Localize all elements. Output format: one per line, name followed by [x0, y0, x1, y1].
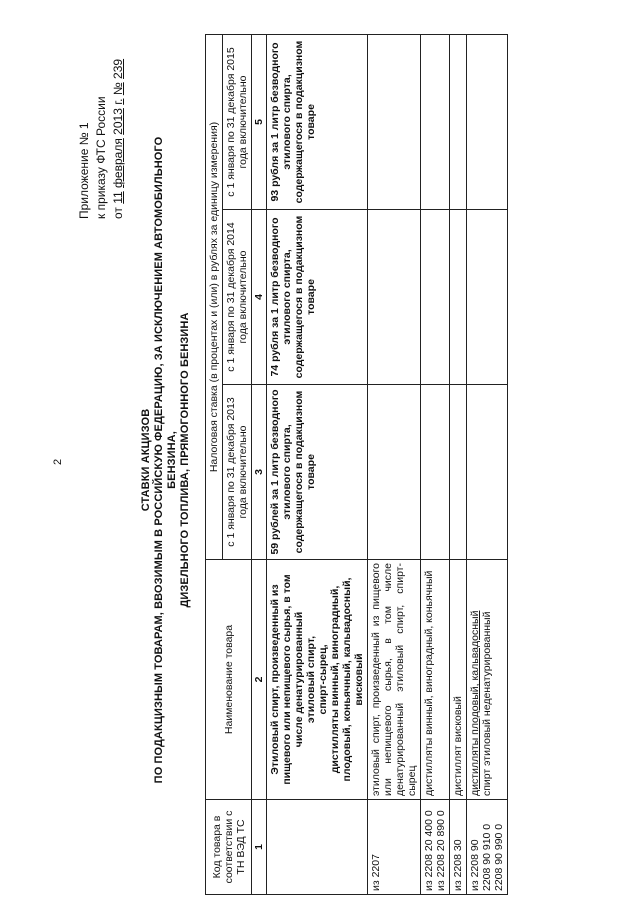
empty-cell: [368, 35, 421, 210]
page-number: 2: [52, 458, 64, 465]
row-code-line: 2208 90 910 0: [481, 823, 493, 891]
main-name-line-4: дистилляты винный, виноградный, плодовый, коньячный, кальвадосный, висковый: [329, 577, 365, 782]
main-name-cell: [267, 560, 368, 800]
row-name-line: дистилляты плодовый, кальвадосный: [469, 610, 481, 796]
col-number-3: 3: [252, 385, 267, 560]
row-name: этиловый спирт, произведенный из пищевого или непищевого сырья, в том числе денатурированный этиловый спирт, спирт-сырец: [368, 560, 421, 800]
empty-cell: [368, 210, 421, 385]
annex-date-line: [110, 19, 127, 219]
title-line-1: СТАВКИ АКЦИЗОВ: [140, 408, 152, 512]
annex-line-2: к приказу ФТС России: [94, 96, 108, 219]
col-number-4: 4: [252, 210, 267, 385]
annex-year: 2013: [111, 108, 125, 135]
row-code: [421, 800, 450, 895]
empty-cell: [421, 35, 450, 210]
table-row-main: [267, 35, 368, 895]
title-line-3: ДИЗЕЛЬНОГО ТОПЛИВА, ПРЯМОГОННОГО БЕНЗИНА: [179, 312, 191, 608]
row-name: дистиллят висковый: [450, 560, 467, 800]
annex-number-sign: №: [111, 82, 125, 96]
col-number-1: 1: [252, 800, 267, 895]
row-name: дистилляты винный, виноградный, коньячный: [421, 560, 450, 800]
annex-number: 239: [111, 58, 125, 79]
title-line-2: ПО ПОДАКЦИЗНЫМ ТОВАРАМ, ВВОЗИМЫМ В РОССИЙСКУЮ ФЕДЕРАЦИЮ, ЗА ИСКЛЮЧЕНИЕМ АВТОМОБИЛЬНОГО БЕНЗИНА,: [153, 136, 178, 784]
table-row: [450, 35, 467, 895]
annex-header: [76, 19, 127, 219]
row-code-line: из 2208 90: [469, 839, 481, 891]
document-title: [140, 135, 192, 785]
col-number-5: 5: [252, 35, 267, 210]
row-code-line: 2208 90 990 0: [493, 823, 505, 891]
annex-day: 11: [111, 191, 125, 204]
main-name-line-1: Этиловый спирт, произведенный из пищевого или непищевого сырья, в том числе денатурированный: [269, 574, 305, 785]
main-name-line-3: спирт-сырец,: [317, 644, 329, 715]
row-code: из 2208 30: [450, 800, 467, 895]
header-period-2015: с 1 января по 31 декабря 2015 года включительно: [223, 35, 252, 210]
row-code: [467, 800, 508, 895]
header-name: Наименование товара: [206, 560, 252, 800]
header-period-2014: с 1 января по 31 декабря 2014 года включительно: [223, 210, 252, 385]
header-period-2013: с 1 января по 31 декабря 2013 года включительно: [223, 385, 252, 560]
row-name-line: спирт этиловый неденатурированный: [481, 611, 493, 796]
main-name-line-2: этиловый спирт,: [305, 635, 317, 724]
table-row: [421, 35, 450, 895]
empty-cell: [450, 385, 467, 560]
empty-cell: [467, 385, 508, 560]
empty-cell: [421, 210, 450, 385]
empty-cell: [450, 210, 467, 385]
table-row: [467, 35, 508, 895]
main-code-cell: [267, 800, 368, 895]
row-code-line: из 2208 20 400 0: [423, 810, 435, 891]
rate-2013: 59 рублей за 1 литр безводного этилового спирта, содержащегося в подакцизном товаре: [267, 385, 368, 560]
row-name: [467, 560, 508, 800]
empty-cell: [467, 35, 508, 210]
row-code-line: из 2208 20 890 0: [435, 810, 447, 891]
empty-cell: [467, 210, 508, 385]
header-rate: Налоговая ставка (в процентах и (или) в рублях за единицу измерения): [206, 35, 223, 560]
empty-cell: [421, 385, 450, 560]
annex-date-prefix: от: [111, 207, 125, 219]
empty-cell: [368, 385, 421, 560]
rate-2015: 93 рубля за 1 литр безводного этилового спирта, содержащегося в подакцизном товаре: [267, 35, 368, 210]
empty-cell: [450, 35, 467, 210]
header-code: Код товара в соответствии с ТН ВЭД ТС: [206, 800, 252, 895]
excise-rates-table: [205, 34, 508, 895]
row-code: из 2207: [368, 800, 421, 895]
annex-line-1: Приложение № 1: [77, 122, 91, 219]
annex-year-suffix: г.: [111, 98, 125, 105]
annex-month: февраля: [111, 138, 125, 188]
col-number-2: 2: [252, 560, 267, 800]
table-row: [368, 35, 421, 895]
rate-2014: 74 рубля за 1 литр безводного этилового спирта, содержащегося в подакцизном товаре: [267, 210, 368, 385]
